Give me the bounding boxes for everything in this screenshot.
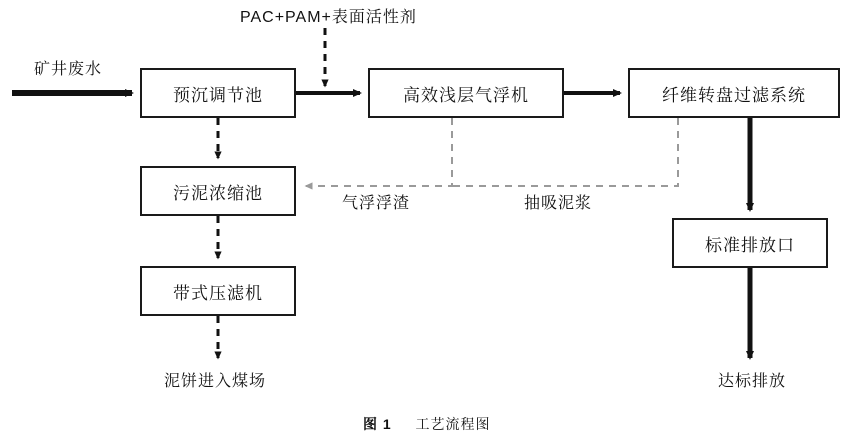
figure-caption [363,414,490,434]
node-label: 污泥浓缩池 [173,183,263,203]
label-compliant-discharge: 达标排放 [718,373,787,390]
node-pre-settling-tank[interactable] [140,68,296,118]
wire-flotation-scum [306,118,452,186]
node-label: 带式压滤机 [173,283,263,303]
label-flotation-scum: 气浮浮渣 [342,195,411,212]
node-fiber-disc-filter[interactable] [628,68,840,118]
node-label: 纤维转盘过滤系统 [662,85,806,105]
node-shallow-air-flotation[interactable] [368,68,564,118]
wire-sludge-suction [452,118,678,186]
node-label: 高效浅层气浮机 [403,85,529,105]
label-sludge-suction: 抽吸泥浆 [524,195,593,212]
node-belt-filter-press[interactable] [140,266,296,316]
node-sludge-thickener[interactable] [140,166,296,216]
node-label: 标准排放口 [705,235,795,255]
figure-caption-number: 图 1 [363,416,392,432]
node-label: 预沉调节池 [173,85,263,105]
label-chemical-dosing: PAC+PAM+表面活性剂 [240,9,417,26]
node-standard-outlet[interactable] [672,218,828,268]
label-mine-wastewater: 矿井废水 [34,61,103,78]
figure-caption-text: 工艺流程图 [415,416,491,432]
label-mud-cake-to-coal: 泥饼进入煤场 [164,373,267,390]
